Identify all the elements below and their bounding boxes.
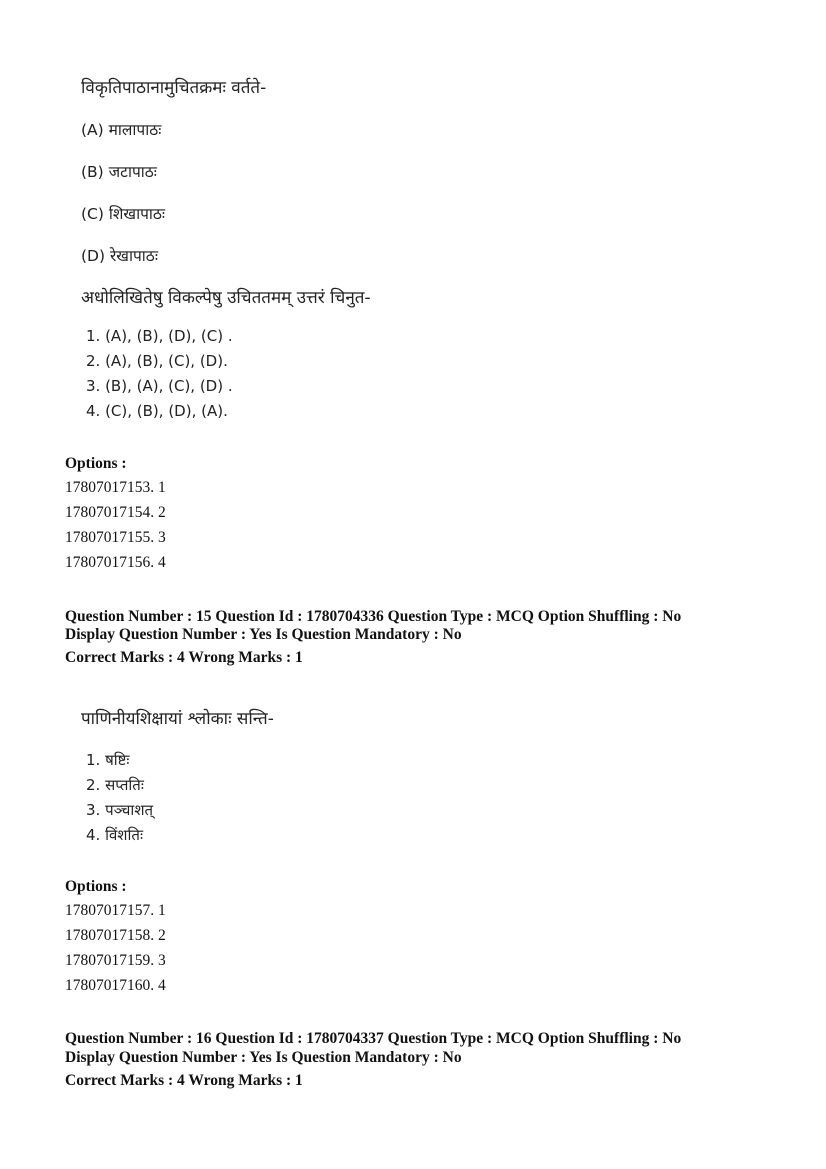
q15-choice-3: 3. पञ्चाशत् [86, 801, 154, 819]
q14-choice-2: 2. (A), (B), (C), (D). [86, 352, 228, 370]
q15-choice-1: 1. षष्टिः [86, 751, 130, 769]
q16-meta-line3: Correct Marks : 4 Wrong Marks : 1 [65, 1072, 303, 1089]
q15-option-1: 17807017157. 1 [65, 902, 166, 919]
q15-meta-line1: Question Number : 15 Question Id : 1780704336 Question Type : MCQ Option Shuffling : No [65, 608, 682, 625]
q15-options-label: Options : [65, 878, 127, 895]
q14-choice-4: 4. (C), (B), (D), (A). [86, 402, 228, 420]
q15-option-3: 17807017159. 3 [65, 952, 166, 969]
q15-choice-2: 2. सप्ततिः [86, 776, 144, 794]
q16-meta-line1: Question Number : 16 Question Id : 1780704337 Question Type : MCQ Option Shuffling : No [65, 1030, 682, 1047]
q16-meta-line2: Display Question Number : Yes Is Question Mandatory : No [65, 1049, 462, 1066]
q14-item-a: (A) मालापाठः [81, 121, 162, 139]
q14-stem: विकृतिपाठानामुचितक्रमः वर्तते- [81, 78, 267, 98]
q14-item-d: (D) रेखापाठः [81, 247, 158, 265]
q14-choice-3: 3. (B), (A), (C), (D) . [86, 377, 233, 395]
q14-instruction: अधोलिखितेषु विकल्पेषु उचिततमम् उत्तरं चिनुत- [81, 288, 371, 308]
q15-stem: पाणिनीयशिक्षायां श्लोकाः सन्ति- [81, 709, 274, 729]
q14-option-3: 17807017155. 3 [65, 529, 166, 546]
q14-choice-1: 1. (A), (B), (D), (C) . [86, 327, 233, 345]
q15-choice-4: 4. विंशतिः [86, 826, 143, 844]
q15-option-2: 17807017158. 2 [65, 927, 166, 944]
q14-item-b: (B) जटापाठः [81, 163, 157, 181]
q15-meta-line3: Correct Marks : 4 Wrong Marks : 1 [65, 649, 303, 666]
q14-item-c: (C) शिखापाठः [81, 205, 166, 223]
q15-meta-line2: Display Question Number : Yes Is Question Mandatory : No [65, 626, 462, 643]
q15-option-4: 17807017160. 4 [65, 977, 166, 994]
q14-option-1: 17807017153. 1 [65, 479, 166, 496]
q14-option-2: 17807017154. 2 [65, 504, 166, 521]
q14-option-4: 17807017156. 4 [65, 554, 166, 571]
q14-options-label: Options : [65, 455, 127, 472]
